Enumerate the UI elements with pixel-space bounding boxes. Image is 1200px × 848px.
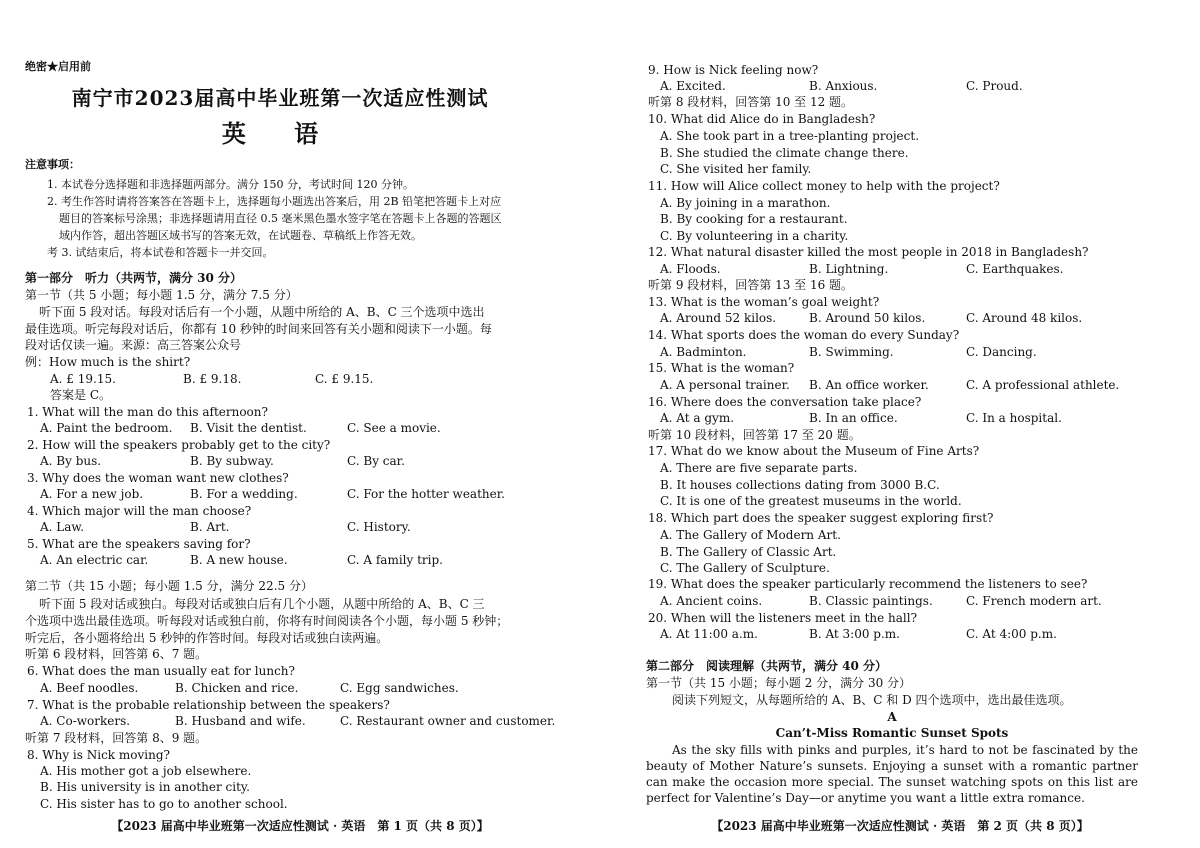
option-b: B. For a wedding.	[190, 487, 298, 501]
section2-instruction: 个选项中选出最佳选项。听每段对话或独白前，你将有时间阅读各个小题，每小题 5 秒钟；	[25, 614, 509, 628]
option-c: C. Around 48 kilos.	[966, 311, 1083, 325]
option-b: B. By subway.	[190, 454, 274, 468]
option-b: B. Classic paintings.	[809, 594, 933, 608]
option-b: B. At 3:00 p.m.	[809, 627, 900, 641]
option-b: B. Anxious.	[809, 79, 878, 93]
page-right	[600, 0, 1200, 848]
option-b: B. By cooking for a restaurant.	[660, 212, 848, 226]
option-b: B. She studied the climate change there.	[660, 146, 909, 160]
material-label: 听第 10 段材料，回答第 17 至 20 题。	[648, 428, 861, 442]
option-b: B. An office worker.	[809, 378, 929, 392]
question-20: 20. When will the listeners meet in the hall?	[648, 611, 918, 625]
option-c: C. His sister has to go to another school.	[40, 797, 288, 811]
part2-instruction: 阅读下列短文，从每题所给的 A、B、C 和 D 四个选项中，选出最佳选项。	[672, 693, 1072, 707]
option-a: A. Around 52 kilos.	[660, 311, 777, 325]
option-a: A. His mother got a job elsewhere.	[40, 764, 252, 778]
option-c: C. Dancing.	[966, 345, 1037, 359]
question-17: 17. What do we know about the Museum of Fine Arts?	[648, 444, 980, 458]
section2-instruction: 听完后，各小题将给出 5 秒钟的作答时间。每段对话或独白读两遍。	[25, 631, 389, 645]
question-9: 9. How is Nick feeling now?	[648, 63, 819, 77]
question-3: 3. Why does the woman want new clothes?	[27, 471, 289, 485]
option-a: A. Co-workers.	[40, 714, 131, 728]
question-13: 13. What is the woman’s goal weight?	[648, 295, 880, 309]
material-label: 听第 7 段材料，回答第 8、9 题。	[25, 731, 208, 745]
part2-section1-heading: 第一节（共 15 小题；每小题 2 分，满分 30 分）	[646, 676, 912, 690]
question-14: 14. What sports does the woman do every Sunday?	[648, 328, 960, 342]
option-a: A. By joining in a marathon.	[660, 196, 831, 210]
secret-label: 绝密★启用前	[25, 60, 91, 73]
notice-item: 考 3. 试结束后，将本试卷和答题卡一并交回。	[47, 246, 274, 259]
notice-heading: 注意事项：	[25, 158, 80, 171]
option-b: B. Visit the dentist.	[190, 421, 307, 435]
question-16: 16. Where does the conversation take place?	[648, 395, 922, 409]
part1-heading: 第一部分 听力（共两节，满分 30 分）	[25, 271, 243, 285]
option-b: B. Chicken and rice.	[175, 681, 299, 695]
option-b: B. Swimming.	[809, 345, 894, 359]
option-a: A. At a gym.	[660, 411, 735, 425]
question-12: 12. What natural disaster killed the most people in 2018 in Bangladesh?	[648, 245, 1089, 259]
section1-instruction: 听下面 5 段对话。每段对话后有一个小题，从题中所给的 A、B、C 三个选项中选出	[39, 305, 485, 319]
option-c: C. For the hotter weather.	[347, 487, 505, 501]
option-c: C. At 4:00 p.m.	[966, 627, 1057, 641]
page-footer-left: 【2023 届高中毕业班第一次适应性测试 · 英语 第 1 页（共 8 页）】	[111, 819, 489, 833]
example-option-a: A. £ 19.15.	[50, 372, 116, 386]
example-answer: 答案是 C。	[50, 388, 111, 402]
option-b: B. Around 50 kilos.	[809, 311, 926, 325]
option-b: B. A new house.	[190, 553, 288, 567]
option-c: C. By car.	[347, 454, 405, 468]
section2-instruction: 听下面 5 段对话或独白。每段对话或独白后有几个小题，从题中所给的 A、B、C 三	[39, 597, 485, 611]
notice-item: 2. 考生作答时请将答案答在答题卡上，选择题每小题选出答案后，用 2B 铅笔把答题卡上对应	[47, 195, 502, 208]
question-2: 2. How will the speakers probably get to the city?	[27, 438, 331, 452]
question-19: 19. What does the speaker particularly recommend the listeners to see?	[648, 577, 1088, 591]
material-label: 听第 6 段材料，回答第 6、7 题。	[25, 647, 208, 661]
section2-heading: 第二节（共 15 小题；每小题 1.5 分，满分 22.5 分）	[25, 579, 313, 593]
option-a: A. By bus.	[40, 454, 102, 468]
option-a: A. Law.	[40, 520, 85, 534]
option-b: B. Husband and wife.	[175, 714, 306, 728]
option-b: B. His university is in another city.	[40, 780, 250, 794]
option-a: A. Ancient coins.	[660, 594, 763, 608]
option-c: C. In a hospital.	[966, 411, 1062, 425]
section1-instruction: 最佳选项。听完每段对话后，你都有 10 秒钟的时间来回答有关小题和阅读下一小题。每	[25, 322, 492, 336]
option-c: C. Earthquakes.	[966, 262, 1064, 276]
option-a: A. A personal trainer.	[660, 378, 790, 392]
option-a: A. She took part in a tree-planting project.	[660, 129, 920, 143]
question-8: 8. Why is Nick moving?	[27, 748, 170, 762]
option-c: C. The Gallery of Sculpture.	[660, 561, 830, 575]
page-footer-right: 【2023 届高中毕业班第一次适应性测试 · 英语 第 2 页（共 8 页）】	[711, 819, 1089, 833]
option-a: A. There are five separate parts.	[660, 461, 858, 475]
option-b: B. It houses collections dating from 3000 B.C.	[660, 478, 940, 492]
option-c: C. A professional athlete.	[966, 378, 1120, 392]
option-c: C. French modern art.	[966, 594, 1102, 608]
material-label: 听第 9 段材料，回答第 13 至 16 题。	[648, 278, 854, 292]
option-c: C. Proud.	[966, 79, 1023, 93]
option-a: A. Paint the bedroom.	[40, 421, 173, 435]
option-a: A. For a new job.	[40, 487, 144, 501]
option-c: C. See a movie.	[347, 421, 441, 435]
question-6: 6. What does the man usually eat for lunch?	[27, 664, 295, 678]
section1-instruction: 段对话仅读一遍。来源：高三答案公众号	[25, 338, 242, 352]
page-title: 南宁市2023届高中毕业班第一次适应性测试	[71, 86, 489, 110]
question-7: 7. What is the probable relationship between the speakers?	[27, 698, 390, 712]
passage-label: A	[887, 710, 897, 724]
option-a: A. At 11:00 a.m.	[660, 627, 758, 641]
option-a: A. Badminton.	[660, 345, 747, 359]
option-c: C. History.	[347, 520, 411, 534]
question-11: 11. How will Alice collect money to help with the project?	[648, 179, 1000, 193]
subject-title: 英 语	[221, 119, 339, 148]
question-4: 4. Which major will the man choose?	[27, 504, 252, 518]
option-b: B. Lightning.	[809, 262, 889, 276]
option-c: C. Egg sandwiches.	[340, 681, 459, 695]
option-c: C. She visited her family.	[660, 162, 812, 176]
option-a: A. Excited.	[660, 79, 726, 93]
question-10: 10. What did Alice do in Bangladesh?	[648, 112, 876, 126]
question-1: 1. What will the man do this afternoon?	[27, 405, 268, 419]
option-b: B. Art.	[190, 520, 230, 534]
option-b: B. In an office.	[809, 411, 898, 425]
question-5: 5. What are the speakers saving for?	[27, 537, 251, 551]
section1-heading: 第一节（共 5 小题；每小题 1.5 分，满分 7.5 分）	[25, 288, 298, 302]
option-c: C. By volunteering in a charity.	[660, 229, 849, 243]
passage-paragraph: As the sky fills with pinks and purples, it’s hard to not be fascinated by the beauty of Mother Nature’s sunsets. Enjoying a sunset with a romantic partner can make the occasion more special. The sunset watching spots on this list are perfect for Valentine’s Day—or anytime you want a little extra romance.	[646, 743, 1138, 805]
option-a: A. Beef noodles.	[40, 681, 139, 695]
option-b: B. The Gallery of Classic Art.	[660, 545, 837, 559]
passage-title: Can’t-Miss Romantic Sunset Spots	[775, 726, 1009, 740]
question-18: 18. Which part does the speaker suggest exploring first?	[648, 511, 994, 525]
option-a: A. The Gallery of Modern Art.	[660, 528, 841, 542]
option-a: A. An electric car.	[40, 553, 149, 567]
example-option-b: B. £ 9.18.	[183, 372, 242, 386]
notice-item: 域内作答，超出答题区域书写的答案无效，在试题卷、草稿纸上作答无效。	[59, 229, 422, 242]
option-a: A. Floods.	[660, 262, 721, 276]
notice-item: 题目的答案标号涂黑；非选择题请用直径 0.5 毫米黑色墨水签字笔在答题卡上各题的答题区	[59, 212, 502, 225]
option-c: C. Restaurant owner and customer.	[340, 714, 556, 728]
material-label: 听第 8 段材料，回答第 10 至 12 题。	[648, 95, 854, 109]
question-15: 15. What is the woman?	[648, 361, 795, 375]
part2-heading: 第二部分 阅读理解（共两节，满分 40 分）	[646, 659, 888, 673]
example-question: 例：How much is the shirt?	[25, 355, 191, 369]
option-c: C. It is one of the greatest museums in the world.	[660, 494, 962, 508]
option-c: C. A family trip.	[347, 553, 443, 567]
notice-item: 1. 本试卷分选择题和非选择题两部分。满分 150 分，考试时间 120 分钟。	[47, 178, 414, 191]
example-option-c: C. £ 9.15.	[315, 372, 374, 386]
